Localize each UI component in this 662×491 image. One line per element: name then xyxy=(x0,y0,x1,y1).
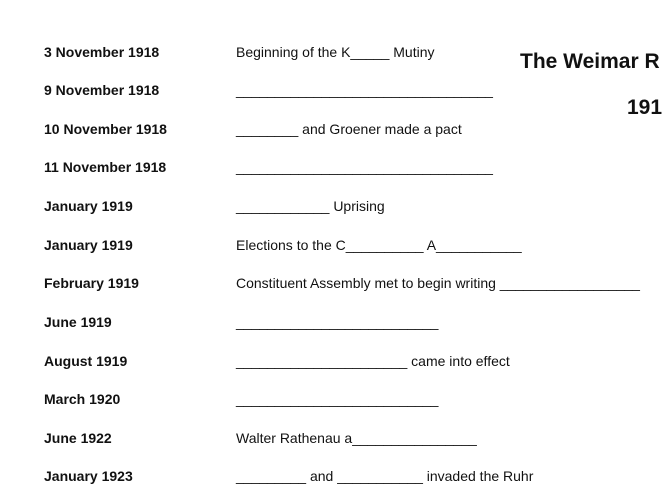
row-date: January 1919 xyxy=(44,237,133,253)
row-event: ________ and Groener made a pact xyxy=(236,121,462,137)
row-event: _________________________________ xyxy=(236,159,493,175)
row-date: August 1919 xyxy=(44,353,128,369)
row-event: Elections to the C__________ A___________ xyxy=(236,237,522,253)
timeline-row xyxy=(0,82,655,104)
timeline-row xyxy=(0,353,655,375)
row-date: 10 November 1918 xyxy=(44,121,167,137)
row-date: January 1919 xyxy=(44,198,133,214)
timeline-row xyxy=(0,198,655,220)
timeline-row xyxy=(0,237,655,259)
row-event: Constituent Assembly met to begin writing __________________ xyxy=(236,275,640,291)
row-event: _________________________________ xyxy=(236,82,493,98)
timeline-row xyxy=(0,275,655,297)
timeline-row xyxy=(0,159,655,181)
timeline-row xyxy=(0,121,655,143)
row-date: 9 November 1918 xyxy=(44,82,160,98)
row-date: 11 November 1918 xyxy=(44,159,167,175)
row-event: ______________________ came into effect xyxy=(236,353,510,369)
timeline-row xyxy=(0,391,655,413)
timeline-row xyxy=(0,314,655,336)
timeline-row xyxy=(0,430,655,452)
row-date: June 1922 xyxy=(44,430,112,446)
row-event: Walter Rathenau a________________ xyxy=(236,430,477,446)
row-event: __________________________ xyxy=(236,314,439,330)
document-title: The Weimar R xyxy=(520,50,660,73)
row-date: June 1919 xyxy=(44,314,112,330)
row-event: _________ and ___________ invaded the Ruhr xyxy=(236,468,534,484)
row-date: March 1920 xyxy=(44,391,121,407)
row-event: ____________ Uprising xyxy=(236,198,385,214)
document-title-year: 191 xyxy=(627,96,662,119)
row-date: January 1923 xyxy=(44,468,133,484)
row-date: 3 November 1918 xyxy=(44,44,160,60)
timeline-row xyxy=(0,44,655,66)
row-date: February 1919 xyxy=(44,275,139,291)
timeline-row xyxy=(0,468,655,490)
row-event: __________________________ xyxy=(236,391,439,407)
row-event: Beginning of the K_____ Mutiny xyxy=(236,44,435,60)
